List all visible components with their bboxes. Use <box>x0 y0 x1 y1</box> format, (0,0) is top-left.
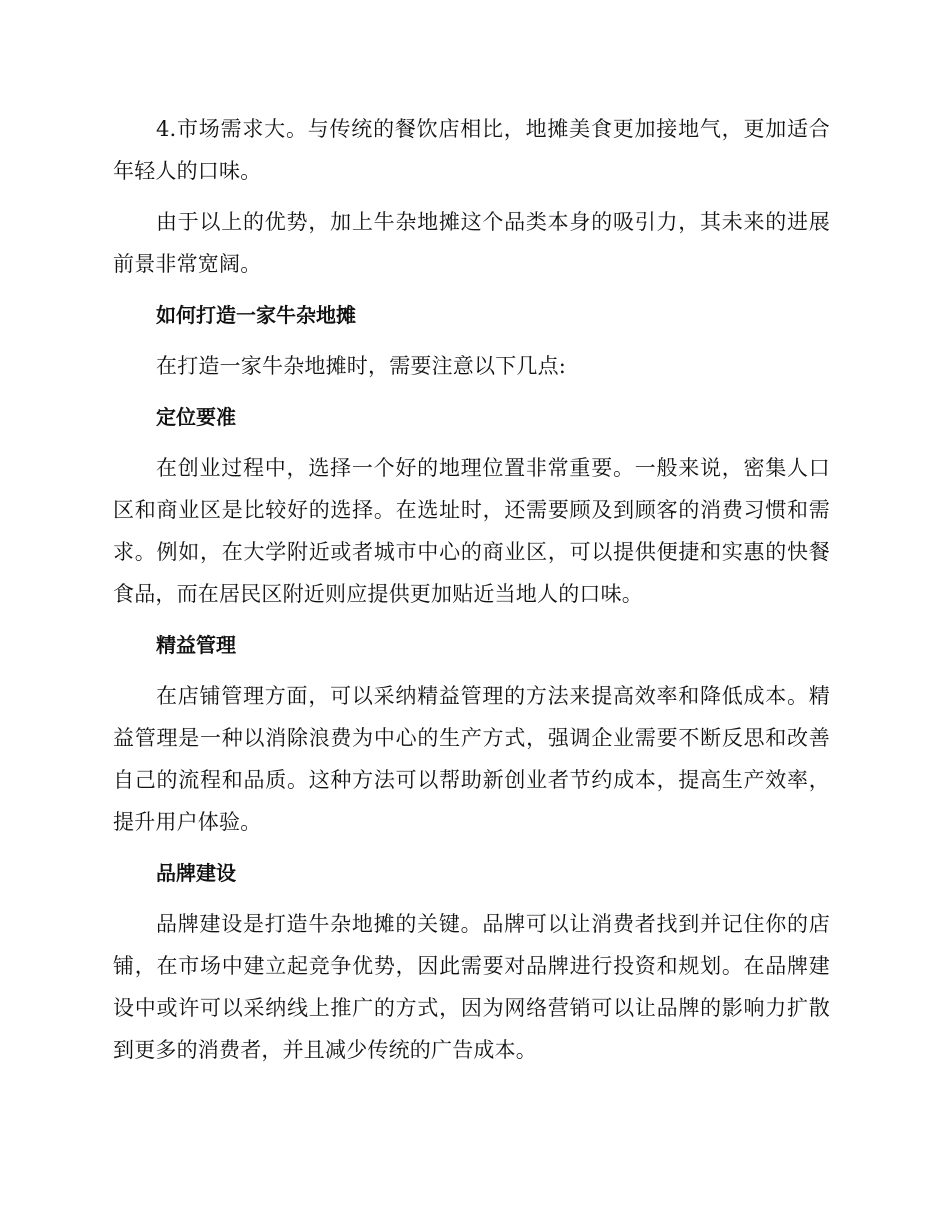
paragraph-lean-management: 在店铺管理方面，可以采纳精益管理的方法来提高效率和降低成本。精益管理是一种以消除浪费为中心的生产方式，强调企业需要不断反思和改善自己的流程和品质。这种方法可以帮助新创业者节约成本，提高生产效率，提升用户体验。 <box>113 684 830 834</box>
paragraph-prospects: 由于以上的优势，加上牛杂地摊这个品类本身的吸引力，其未来的进展前景非常宽阔。 <box>113 210 830 276</box>
paragraph-points-intro: 在打造一家牛杂地摊时，需要注意以下几点: <box>156 354 567 378</box>
heading-lean-management: 精益管理 <box>156 633 236 657</box>
heading-positioning: 定位要准 <box>156 405 236 429</box>
paragraph-positioning: 在创业过程中，选择一个好的地理位置非常重要。一般来说，密集人口区和商业区是比较好的选择。在选址时，还需要顾及到顾客的消费习惯和需求。例如，在大学附近或者城市中心的商业区，可以提供便捷和实惠的快餐食品，而在居民区附近则应提供更加贴近当地人的口味。 <box>113 456 830 606</box>
heading-how-to-build: 如何打造一家牛杂地摊 <box>156 303 356 327</box>
document-page <box>113 108 830 1080</box>
heading-brand-building: 品牌建设 <box>156 861 236 885</box>
paragraph-market-demand: 4.市场需求大。与传统的餐饮店相比，地摊美食更加接地气，更加适合年轻人的口味。 <box>113 117 830 183</box>
paragraph-brand-building: 品牌建设是打造牛杂地摊的关键。品牌可以让消费者找到并记住你的店铺，在市场中建立起竞争优势，因此需要对品牌进行投资和规划。在品牌建设中或许可以采纳线上推广的方式，因为网络营销可以让品牌的影响力扩散到更多的消费者，并且减少传统的广告成本。 <box>113 912 830 1062</box>
